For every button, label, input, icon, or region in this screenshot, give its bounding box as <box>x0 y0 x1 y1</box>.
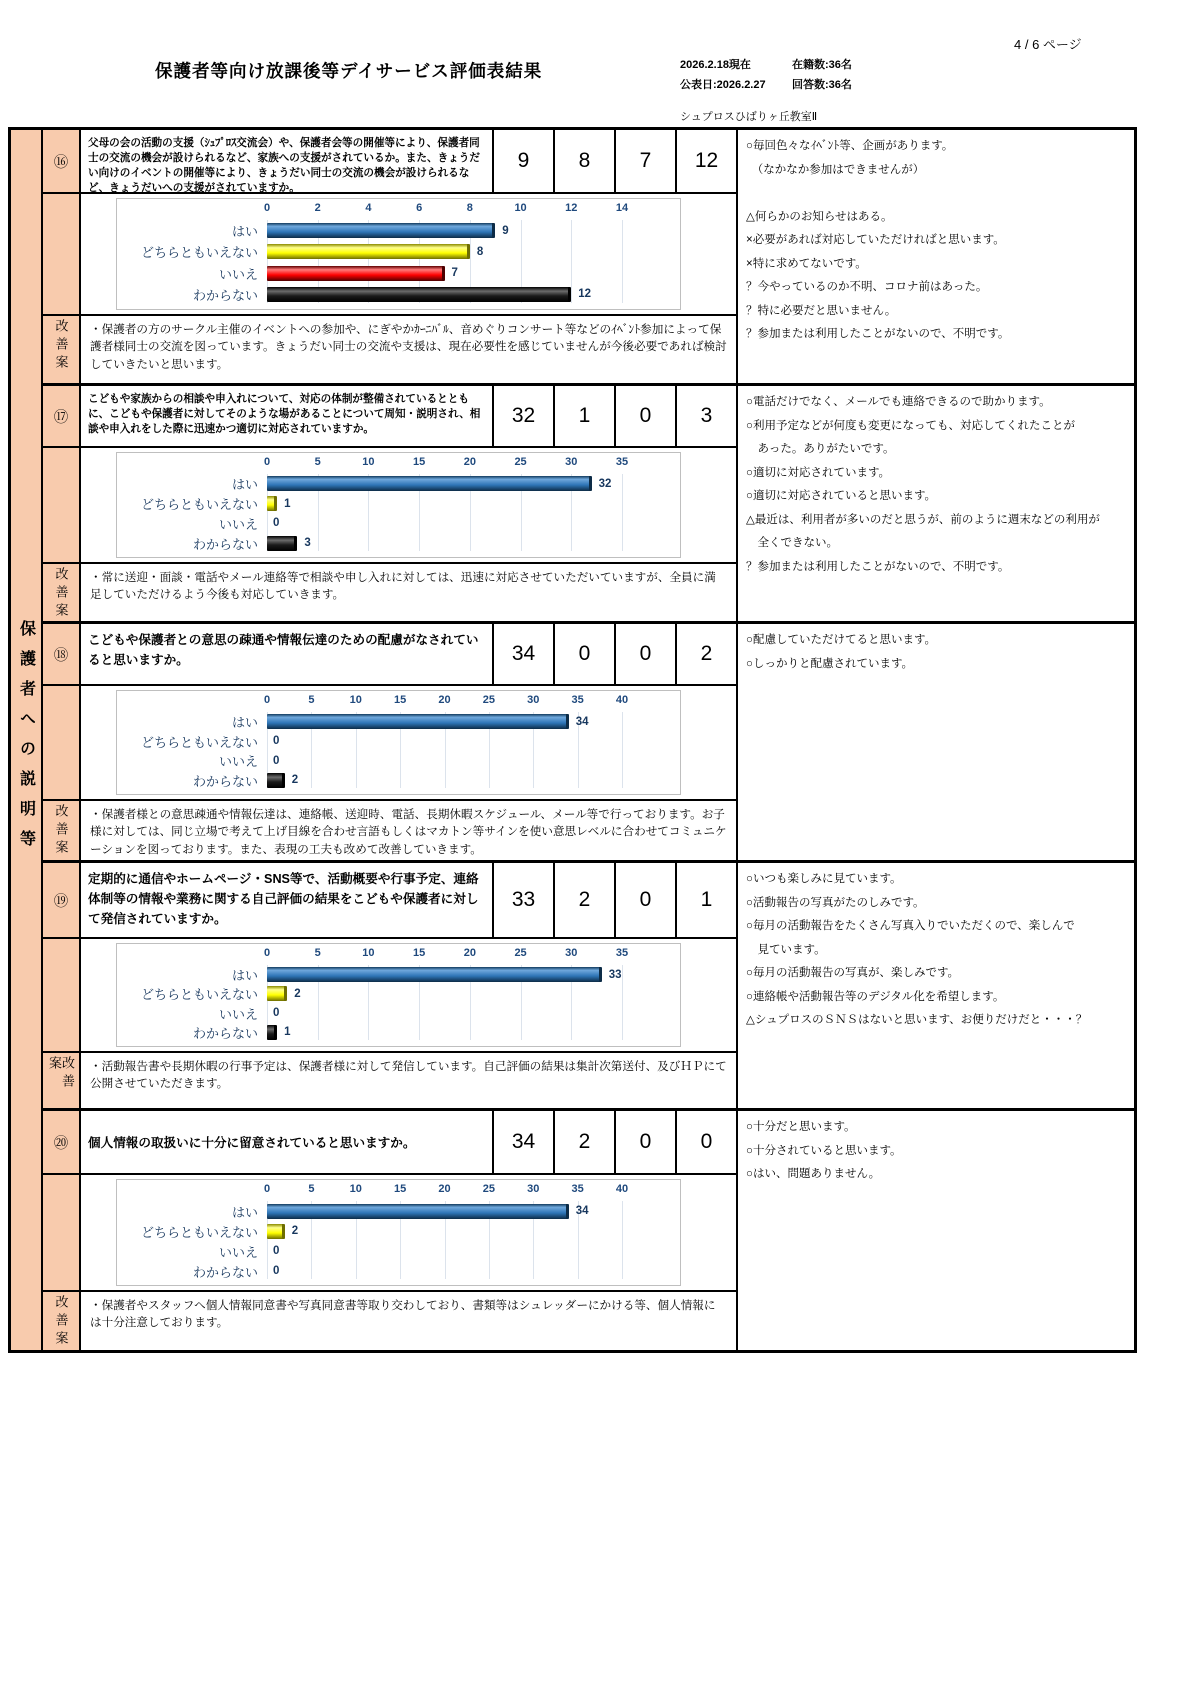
bar-value: 1 <box>284 1026 291 1039</box>
improvement-label: 改善案 <box>53 1295 69 1349</box>
comment-line: ○毎月の活動報告の写真が、楽しみです。 <box>746 967 960 979</box>
count-unknown: 12 <box>675 130 736 192</box>
improvement-label: 改善案 <box>47 1056 75 1092</box>
axis-tick: 30 <box>565 947 578 959</box>
question-text: 定期的に通信やホームページ・SNS等で、活動概要や行事予定、連絡体制等の情報や業務に関する自己評価の結果をこどもや保護者に対して発信されていますか。 <box>88 872 479 927</box>
bar-label: わからない <box>192 1264 258 1280</box>
count-no: 7 <box>614 130 675 192</box>
bar-label: いいえ <box>218 266 258 282</box>
bar-value: 32 <box>598 477 612 490</box>
axis-tick: 25 <box>514 947 527 959</box>
comment-line: ○電話だけでなく、メールでも連絡できるので助かります。 <box>746 396 1051 408</box>
bar-label: はい <box>231 715 258 731</box>
axis-tick: 4 <box>365 202 372 214</box>
comment-line: 見ています。 <box>746 943 826 956</box>
axis-tick: 2 <box>314 202 321 214</box>
evaluation-table <box>8 127 1137 1353</box>
improvement-text: ・活動報告書や長期休暇の行事予定は、保護者様に対して発信しています。自己評価の結果は集計次第送付、及びＨＰにて公開させていただきます。 <box>90 1060 727 1091</box>
comment-line: ○配慮していただけてると思います。 <box>746 634 937 646</box>
axis-tick: 0 <box>263 202 271 214</box>
axis-tick: 0 <box>263 947 271 959</box>
bar-value: 34 <box>575 715 589 728</box>
improvement-text: ・常に送迎・面談・電話やメール連絡等で相談や申し入れに対しては、迅速に対応させていただいていますが、全員に満足していただけるよう今後も対応していきます。 <box>90 571 716 602</box>
publish-date: 公表日:2026.2.27 <box>680 79 766 92</box>
bar <box>267 1204 569 1219</box>
count-neutral: 0 <box>553 624 614 684</box>
comment-line: △シュプロスのＳＮＳはないと思います、お便りだけだと・・・？ <box>746 1014 1088 1026</box>
chart-box <box>116 198 681 310</box>
axis-tick: 12 <box>565 202 578 214</box>
count-unknown: 1 <box>675 863 736 937</box>
bar-value: 33 <box>608 968 622 981</box>
bar-label: はい <box>231 477 258 493</box>
count-no: 0 <box>614 863 675 937</box>
axis-tick: 35 <box>615 947 629 959</box>
bar-label: いいえ <box>218 1006 258 1022</box>
comment-line: ×特に求めてないです。 <box>746 257 867 270</box>
bar-value: 2 <box>291 774 299 787</box>
comments-17 <box>738 386 1134 621</box>
improvement-text: ・保護者の方のサークル主催のイベントへの参加や、にぎやかｶｰﾆﾊﾞﾙ、音めぐりコンサート等などのｲﾍﾞﾝﾄ参加によって保護者様同士の交流を図っています。きょうだい同士の交流や支援は、現在必要性を感じていませんが今後必要であれば検討していきたいと思います。 <box>90 323 727 371</box>
axis-tick: 5 <box>308 1183 315 1195</box>
comment-line: ？参加または利用したことがないので、不明です。 <box>746 560 1010 573</box>
count-yes: 33 <box>492 863 553 937</box>
comment-line: △何らかのお知らせはある。 <box>746 210 893 223</box>
bar <box>267 967 602 982</box>
improvement-label: 改善案 <box>53 319 69 373</box>
header-info <box>680 55 852 96</box>
axis-tick: 0 <box>263 456 271 468</box>
count-yes: 32 <box>492 386 553 446</box>
bar <box>267 476 592 491</box>
improvement-text: ・保護者様との意思疎通や情報伝達は、連絡帳、送迎時、電話、長期休暇スケジュール、メール等で行っております。お子様に対しては、同じ立場で考えて上げ目線を合わせ言語もしくはマカトン等サインを使い意思レベルに合わせてコミュニケーションを図っております。また、表現の工夫も改めて改善していきます。 <box>90 808 727 856</box>
count-yes: 34 <box>492 624 553 684</box>
bar-value: 8 <box>476 245 484 258</box>
axis-tick: 5 <box>314 456 321 468</box>
comment-line: ○適切に対応されています。 <box>746 466 891 479</box>
comment-line: ？特に必要だと思いません。 <box>746 304 897 317</box>
bar <box>267 223 495 238</box>
comment-line: ？参加または利用したことがないので、不明です。 <box>746 328 1010 340</box>
table-body <box>43 130 1134 1350</box>
bar-label: どちらともいえない <box>140 1224 258 1240</box>
count-unknown: 2 <box>675 624 736 684</box>
axis-tick: 30 <box>527 1183 540 1195</box>
axis-tick: 5 <box>308 694 315 706</box>
section-19 <box>43 863 1134 1111</box>
chart-box <box>116 1179 681 1286</box>
bar-value: 34 <box>575 1205 589 1217</box>
bar-label: わからない <box>192 1025 258 1041</box>
bar <box>267 986 287 1001</box>
bar-chart-19 <box>81 939 736 1051</box>
section-16 <box>43 130 1134 386</box>
bar-label: はい <box>231 224 258 240</box>
improvement-text: ・保護者やスタッフへ個人情報同意書や写真同意書等取り交わしており、書類等はシュレッダーにかける等、個人情報には十分注意しております。 <box>90 1299 716 1330</box>
bar-value: 12 <box>578 288 592 301</box>
comment-line: ○十分だと思います。 <box>746 1121 856 1133</box>
count-neutral: 2 <box>553 863 614 937</box>
bar-value: 0 <box>273 517 280 530</box>
axis-tick: 15 <box>394 1183 407 1195</box>
bar <box>267 714 569 729</box>
section-20 <box>43 1111 1134 1350</box>
bar-value: 0 <box>273 754 280 767</box>
question-number: ⑲ <box>43 863 81 937</box>
axis-tick: 10 <box>349 1183 362 1195</box>
bar <box>267 496 277 511</box>
bar-chart-18 <box>81 686 736 799</box>
comment-line: あった。ありがたいです。 <box>746 443 895 455</box>
comment-line: ○活動報告の写真がたのしみです。 <box>746 896 925 909</box>
comment-line: ○毎月の活動報告をたくさん写真入りでいただくので、楽しんで <box>746 920 1075 932</box>
question-text: 個人情報の取扱いに十分に留意されていると思いますか。 <box>88 1135 416 1150</box>
bar-value: 0 <box>273 1245 280 1257</box>
bar <box>267 1025 277 1040</box>
question-text: こどもや家族からの相談や申入れについて、対応の体制が整備されているとともに、こどもや保護者に対してそのような場があることについて周知・説明され、相談や申入れをした際に迅速かつ適切に対応されていますか。 <box>88 393 481 436</box>
axis-tick: 15 <box>394 694 407 706</box>
bar-value: 0 <box>273 1265 280 1277</box>
count-yes: 9 <box>492 130 553 192</box>
comment-line <box>746 182 1126 206</box>
bar-label: どちらともいえない <box>140 497 258 513</box>
bar-value: 7 <box>451 267 458 280</box>
count-no: 0 <box>614 1111 675 1173</box>
chart-box <box>116 690 681 795</box>
axis-tick: 40 <box>615 1183 629 1195</box>
bar-label: わからない <box>192 773 258 789</box>
chart-box <box>116 452 681 558</box>
axis-tick: 10 <box>349 694 362 706</box>
question-text: こどもや保護者との意思の疎通や情報伝達のための配慮がなされていると思いますか。 <box>88 633 479 668</box>
bar-value: 0 <box>273 1007 280 1020</box>
response-count: 回答数:36名 <box>792 79 852 92</box>
count-neutral: 2 <box>553 1111 614 1173</box>
bar-value: 0 <box>273 735 280 748</box>
axis-tick: 0 <box>263 694 271 706</box>
bar-value: 2 <box>291 1225 299 1237</box>
axis-tick: 20 <box>463 947 476 959</box>
question-number: ⑱ <box>43 624 81 684</box>
bar-label: わからない <box>192 536 258 552</box>
bar-value: 3 <box>304 537 311 550</box>
question-number: ⑰ <box>43 386 81 446</box>
question-text: 父母の会の活動の支援（ｼｭﾌﾟﾛｽ交流会）や、保護者会等の開催等により、保護者同士の交流の機会が設けられるなど、家族への支援がされているか。また、きょうだい向けのイベントの開催等により、きょうだい同士の交流の機会が設けられるなど、きょうだいへの支援がされていますか。 <box>88 137 480 195</box>
axis-tick: 10 <box>362 947 375 959</box>
comment-line: ○十分されていると思います。 <box>746 1144 902 1157</box>
count-no: 0 <box>614 386 675 446</box>
comment-line: ○いつも楽しみに見ています。 <box>746 873 902 885</box>
comments-20 <box>738 1111 1134 1350</box>
axis-tick: 10 <box>362 456 375 468</box>
axis-tick: 20 <box>438 694 451 706</box>
comment-line: ×必要があれば対応していただければと思います。 <box>746 234 1005 246</box>
axis-tick: 35 <box>615 456 629 468</box>
bar <box>267 536 297 551</box>
category-label: 保護者への説明等 <box>17 620 35 860</box>
bar <box>267 244 470 259</box>
count-unknown: 3 <box>675 386 736 446</box>
comment-line: 全くできない。 <box>746 537 838 549</box>
comments-16 <box>738 130 1134 383</box>
bar <box>267 773 285 788</box>
count-yes: 34 <box>492 1111 553 1173</box>
axis-tick: 30 <box>565 456 578 468</box>
axis-tick: 20 <box>463 456 476 468</box>
document-title: 保護者等向け放課後等デイサービス評価表結果 <box>155 61 543 81</box>
comment-line: ？今やっているのか不明、コロナ前はあった。 <box>746 281 988 293</box>
axis-tick: 14 <box>615 202 629 214</box>
bar-chart-20 <box>81 1175 736 1290</box>
comments-19 <box>738 863 1134 1108</box>
comment-line: （なかなか参加はできませんが） <box>746 163 925 176</box>
axis-tick: 10 <box>514 202 527 214</box>
bar-chart-17 <box>81 448 736 562</box>
question-number: ⑯ <box>43 130 81 192</box>
axis-tick: 15 <box>413 456 426 468</box>
bar-label: いいえ <box>218 516 258 532</box>
bar-label: わからない <box>192 287 258 303</box>
bar <box>267 287 571 302</box>
bar-label: どちらともいえない <box>140 987 258 1003</box>
bar-label: はい <box>231 1204 258 1220</box>
axis-tick: 15 <box>413 947 426 959</box>
page-indicator: 4 / 6 ページ <box>1014 37 1082 52</box>
bar-label: どちらともいえない <box>140 734 258 750</box>
axis-tick: 6 <box>416 202 423 214</box>
question-number: ⑳ <box>43 1111 81 1173</box>
axis-tick: 25 <box>482 694 495 706</box>
axis-tick: 20 <box>438 1183 451 1195</box>
axis-tick: 25 <box>482 1183 495 1195</box>
bar-chart-16 <box>81 194 736 314</box>
comment-line: ○はい、問題ありません。 <box>746 1168 881 1180</box>
comment-line: △最近は、利用者が多いのだと思うが、前のように週末などの利用が <box>746 513 1100 526</box>
bar <box>267 266 445 281</box>
axis-tick: 35 <box>571 1183 584 1195</box>
bar-value: 1 <box>284 497 291 510</box>
section-18 <box>43 624 1134 863</box>
axis-tick: 35 <box>571 694 584 706</box>
bar-label: いいえ <box>218 1244 258 1260</box>
comment-line: ○適切に対応されていると思います。 <box>746 490 937 502</box>
bar-label: はい <box>231 968 258 984</box>
bar-label: いいえ <box>218 754 258 770</box>
chart-box <box>116 943 681 1047</box>
bar-label: どちらともいえない <box>140 245 258 261</box>
improvement-label: 改善案 <box>53 567 69 621</box>
classroom-name: シュプロスひばりヶ丘教室Ⅱ <box>680 111 818 123</box>
bar-value: 9 <box>502 224 509 237</box>
axis-tick: 5 <box>314 947 321 959</box>
bar-value: 2 <box>294 987 301 1000</box>
improvement-label: 改善案 <box>53 804 69 858</box>
comment-line: ○しっかりと配慮されています。 <box>746 657 914 670</box>
bar <box>267 1224 285 1239</box>
section-17 <box>43 386 1134 624</box>
count-no: 0 <box>614 624 675 684</box>
current-date: 2026.2.18現在 <box>680 59 751 71</box>
count-neutral: 1 <box>553 386 614 446</box>
axis-tick: 8 <box>466 202 473 214</box>
count-neutral: 8 <box>553 130 614 192</box>
axis-tick: 40 <box>615 694 629 706</box>
comment-line: ○連絡帳や活動報告等のデジタル化を希望します。 <box>746 990 1005 1003</box>
comments-18 <box>738 624 1134 860</box>
axis-tick: 0 <box>263 1183 271 1195</box>
category-column <box>11 130 43 1350</box>
axis-tick: 30 <box>527 694 540 706</box>
enrollment-count: 在籍数:36名 <box>792 59 852 71</box>
comment-line: ○利用予定などが何度も変更になっても、対応してくれたことが <box>746 419 1075 432</box>
count-unknown: 0 <box>675 1111 736 1173</box>
comment-line: ○毎回色々なｲﾍﾞﾝﾄ等、企画があります。 <box>746 140 954 152</box>
axis-tick: 25 <box>514 456 527 468</box>
